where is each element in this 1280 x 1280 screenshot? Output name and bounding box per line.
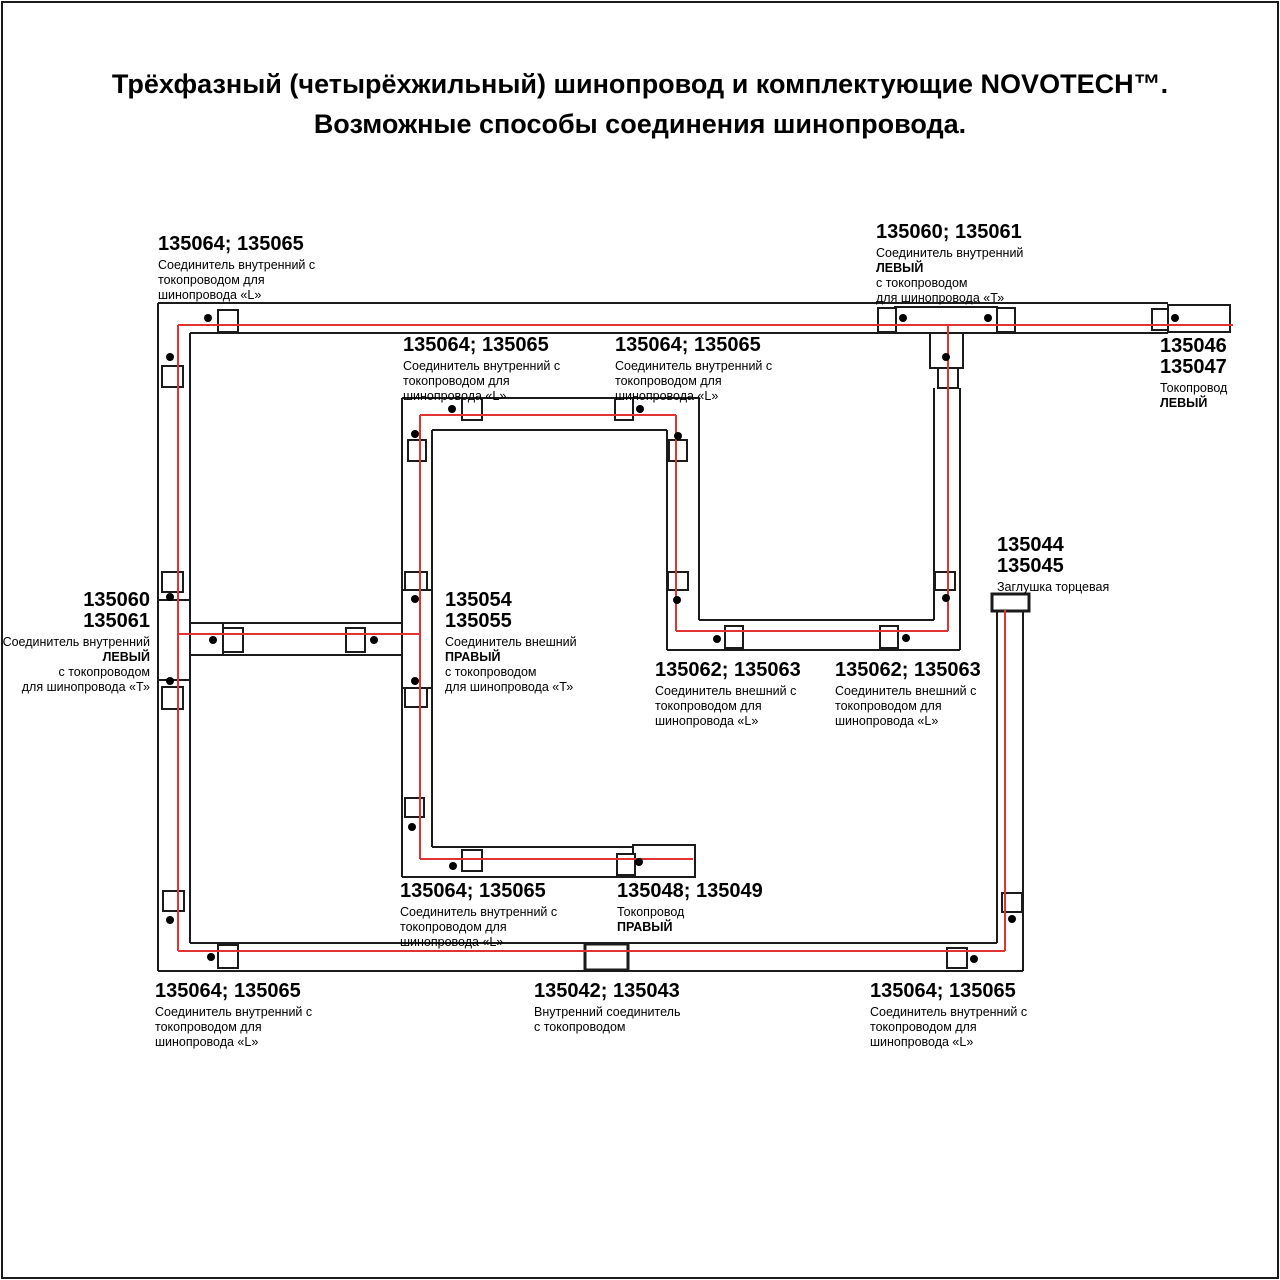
part-description-line: шинопровода «L» (158, 288, 262, 302)
page-title-line-2: Возможные способы соединения шинопровода. (313, 109, 967, 139)
part-description (876, 246, 1023, 306)
part-label (155, 981, 312, 1050)
part-description-line: шинопровода «L» (400, 935, 504, 949)
part-number: 135062; 135063 (835, 659, 981, 681)
part-description (3, 635, 150, 695)
part-label (655, 660, 801, 729)
part-description-line: шинопровода «L» (615, 389, 719, 403)
part-description-line: токопроводом для (615, 374, 722, 388)
part-description-line: Соединитель внутренний (2, 635, 150, 649)
part-description (615, 359, 772, 404)
part-description-line: токопроводом для (400, 920, 507, 934)
part-label (876, 222, 1023, 306)
part-description-line: с токопроводом (58, 665, 150, 679)
part-label (400, 881, 557, 950)
part-description-line: для шинопровода «Т» (876, 291, 1005, 305)
part-description-line: Соединитель внутренний с (155, 1005, 313, 1019)
part-label (997, 535, 1109, 595)
part-description (617, 905, 763, 935)
part-label (1160, 336, 1227, 411)
part-description-line: Соединитель внутренний с (615, 359, 773, 373)
part-number: 135064; 135065 (158, 233, 304, 255)
part-label (870, 981, 1027, 1050)
part-description-line: токопроводом для (835, 699, 942, 713)
part-label (403, 335, 560, 404)
part-label (445, 590, 577, 695)
part-number: 135045 (997, 555, 1064, 577)
part-description-line: токопроводом для (158, 273, 265, 287)
part-description-line: с токопроводом (876, 276, 968, 290)
part-description-line: Внутренний соединитель (534, 1005, 681, 1019)
part-description (835, 684, 981, 729)
part-number: 135064; 135065 (155, 980, 301, 1002)
part-description-line: ПРАВЫЙ (617, 920, 673, 934)
part-label (617, 881, 763, 935)
part-description (997, 580, 1109, 595)
part-description-line: ПРАВЫЙ (445, 650, 501, 664)
part-description-line: ЛЕВЫЙ (102, 650, 150, 664)
part-description (655, 684, 801, 729)
part-description-line: токопроводом для (155, 1020, 262, 1034)
part-number: 135060; 135061 (876, 221, 1022, 243)
part-description-line: Соединитель внешний (445, 635, 577, 649)
part-description-line: с токопроводом (534, 1020, 626, 1034)
part-number: 135061 (83, 610, 150, 632)
part-description-line: токопроводом для (655, 699, 762, 713)
part-description (400, 905, 557, 950)
part-description-line: шинопровода «L» (403, 389, 507, 403)
part-description-line: токопроводом для (403, 374, 510, 388)
part-number: 135055 (445, 610, 512, 632)
part-description-line: Соединитель внешний с (655, 684, 797, 698)
part-number: 135046 (1160, 335, 1227, 357)
part-number: 135044 (997, 534, 1064, 556)
part-description-line: Соединитель внутренний с (158, 258, 316, 272)
part-description-line: Соединитель внешний с (835, 684, 977, 698)
part-description-line: шинопровода «L» (870, 1035, 974, 1049)
part-label (158, 234, 315, 303)
part-description (158, 258, 315, 303)
part-description-line: шинопровода «L» (155, 1035, 259, 1049)
part-description-line: для шинопровода «Т» (21, 680, 150, 694)
part-number: 135060 (83, 589, 150, 611)
part-description-line: шинопровода «L» (655, 714, 759, 728)
part-description-line: Токопровод (1160, 381, 1228, 395)
part-description (534, 1005, 680, 1035)
part-number: 135064; 135065 (615, 334, 761, 356)
part-description-line: Соединитель внутренний с (403, 359, 561, 373)
part-number: 135054 (445, 589, 512, 611)
part-number: 135042; 135043 (534, 980, 680, 1002)
part-description-line: ЛЕВЫЙ (876, 261, 924, 275)
part-number: 135048; 135049 (617, 880, 763, 902)
part-number: 135064; 135065 (400, 880, 546, 902)
part-description-line: с токопроводом (445, 665, 537, 679)
part-description (155, 1005, 312, 1050)
part-description-line: Соединитель внутренний (876, 246, 1024, 260)
part-label (835, 660, 981, 729)
part-number: 135062; 135063 (655, 659, 801, 681)
part-description-line: Токопровод (617, 905, 685, 919)
part-description-line: для шинопровода «Т» (445, 680, 574, 694)
part-description-line: Заглушка торцевая (997, 580, 1110, 594)
part-description-line: Соединитель внутренний с (870, 1005, 1028, 1019)
part-number: 135047 (1160, 356, 1227, 378)
part-label (534, 981, 680, 1035)
part-description-line: ЛЕВЫЙ (1160, 396, 1208, 410)
part-description-line: Соединитель внутренний с (400, 905, 558, 919)
part-description-line: токопроводом для (870, 1020, 977, 1034)
part-description (870, 1005, 1027, 1050)
part-description (1160, 381, 1227, 411)
page-title-line-1: Трёхфазный (четырёхжильный) шинопровод и комплектующие NOVOTECH™. (111, 69, 1169, 99)
part-description (403, 359, 560, 404)
part-description-line: шинопровода «L» (835, 714, 939, 728)
part-description (445, 635, 577, 695)
part-label (3, 590, 150, 695)
part-number: 135064; 135065 (403, 334, 549, 356)
part-label (615, 335, 772, 404)
part-number: 135064; 135065 (870, 980, 1016, 1002)
